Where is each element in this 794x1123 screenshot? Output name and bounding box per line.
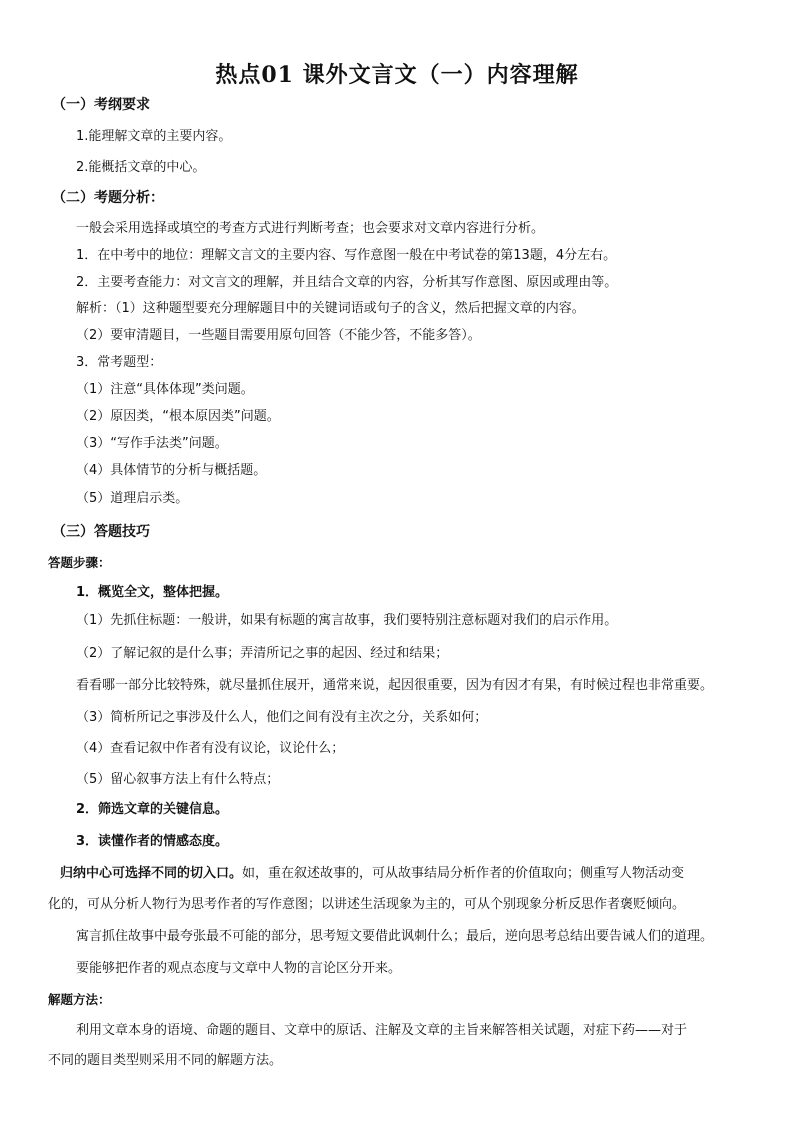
summary-paragraph-cont: 化的，可从分析人物行为思考作者的写作意图；以讲述生活现象为主的，可从个别现象分析反思作者褒贬倾向。 — [48, 897, 686, 912]
analysis-line: （4）具体情节的分析与概括题。 — [76, 463, 267, 478]
steps-label: 答题步骤： — [48, 555, 111, 570]
section-heading-analysis: （二）考题分析： — [52, 190, 164, 206]
step-detail: （1）先抓住标题：一般讲，如果有标题的寓言故事，我们要特别注意标题对我们的启示作用。 — [76, 613, 618, 628]
method-label: 解题方法： — [48, 992, 111, 1007]
analysis-line: 3．常考题型： — [76, 355, 163, 370]
analysis-line: （2）要审清题目，一些题目需要用原句回答（不能少答，不能多答）。 — [76, 328, 481, 343]
summary-lead: 归纳中心可选择不同的切入口。 — [60, 866, 243, 881]
step-heading: 1．概览全文，整体把握。 — [76, 585, 229, 600]
step-detail: 看看哪一部分比较特殊，就尽量抓住展开，通常来说，起因很重要，因为有因才有果，有时候过程也非常重要。 — [76, 678, 714, 693]
summary-paragraph — [60, 865, 684, 883]
viewpoint-paragraph: 要能够把作者的观点态度与文章中人物的言论区分开来。 — [76, 961, 402, 976]
analysis-line: 1．在中考中的地位：理解文言文的主要内容、写作意图一般在中考试卷的第13题，4分左右。 — [76, 248, 617, 263]
step-detail: （3）简析所记之事涉及什么人，他们之间有没有主次之分，关系如何； — [76, 710, 488, 725]
analysis-line: 解析：（1）这种题型要充分理解题目中的关键词语或句子的含义，然后把握文章的内容。 — [76, 301, 585, 316]
step-detail: （2）了解记叙的是什么事；弄清所记之事的起因、经过和结果； — [76, 646, 449, 661]
analysis-line: （5）道理启示类。 — [76, 491, 189, 506]
fable-paragraph: 寓言抓住故事中最夸张最不可能的部分，思考短文要借此讽刺什么；最后，逆向思考总结出要告诫人们的道理。 — [76, 929, 714, 944]
step-heading: 3．读懂作者的情感态度。 — [76, 834, 229, 849]
analysis-line: 一般会采用选择或填空的考查方式进行判断考查；也会要求对文章内容进行分析。 — [76, 221, 545, 236]
step-detail: （4）查看记叙中作者有没有议论，议论什么； — [76, 741, 345, 756]
analysis-line: 2．主要考查能力：对文言文的理解，并且结合文章的内容，分析其写作意图、原因或理由等。 — [76, 275, 618, 290]
step-heading: 2．筛选文章的关键信息。 — [76, 802, 229, 817]
step-detail: （5）留心叙事方法上有什么特点； — [76, 772, 280, 787]
analysis-line: （1）注意“具体体现”类问题。 — [76, 382, 254, 397]
requirement-item: 1.能理解文章的主要内容。 — [76, 129, 232, 144]
page-title: 热点01 课外文言文（一）内容理解 — [215, 62, 579, 88]
method-paragraph: 利用文章本身的语境、命题的题目、文章中的原话、注解及文章的主旨来解答相关试题，对症下药——对于 — [76, 1023, 688, 1038]
requirement-item: 2.能概括文章的中心。 — [76, 160, 206, 175]
analysis-line: （3）“写作手法类”问题。 — [76, 436, 228, 451]
analysis-line: （2）原因类，“根本原因类”问题。 — [76, 409, 280, 424]
section-heading-techniques: （三）答题技巧 — [52, 524, 150, 540]
method-paragraph-cont: 不同的题目类型则采用不同的解题方法。 — [48, 1053, 283, 1068]
section-heading-requirements: （一）考纲要求 — [52, 97, 150, 113]
summary-text: 如，重在叙述故事的，可从故事结局分析作者的价值取向；侧重写人物活动变 — [242, 866, 685, 881]
